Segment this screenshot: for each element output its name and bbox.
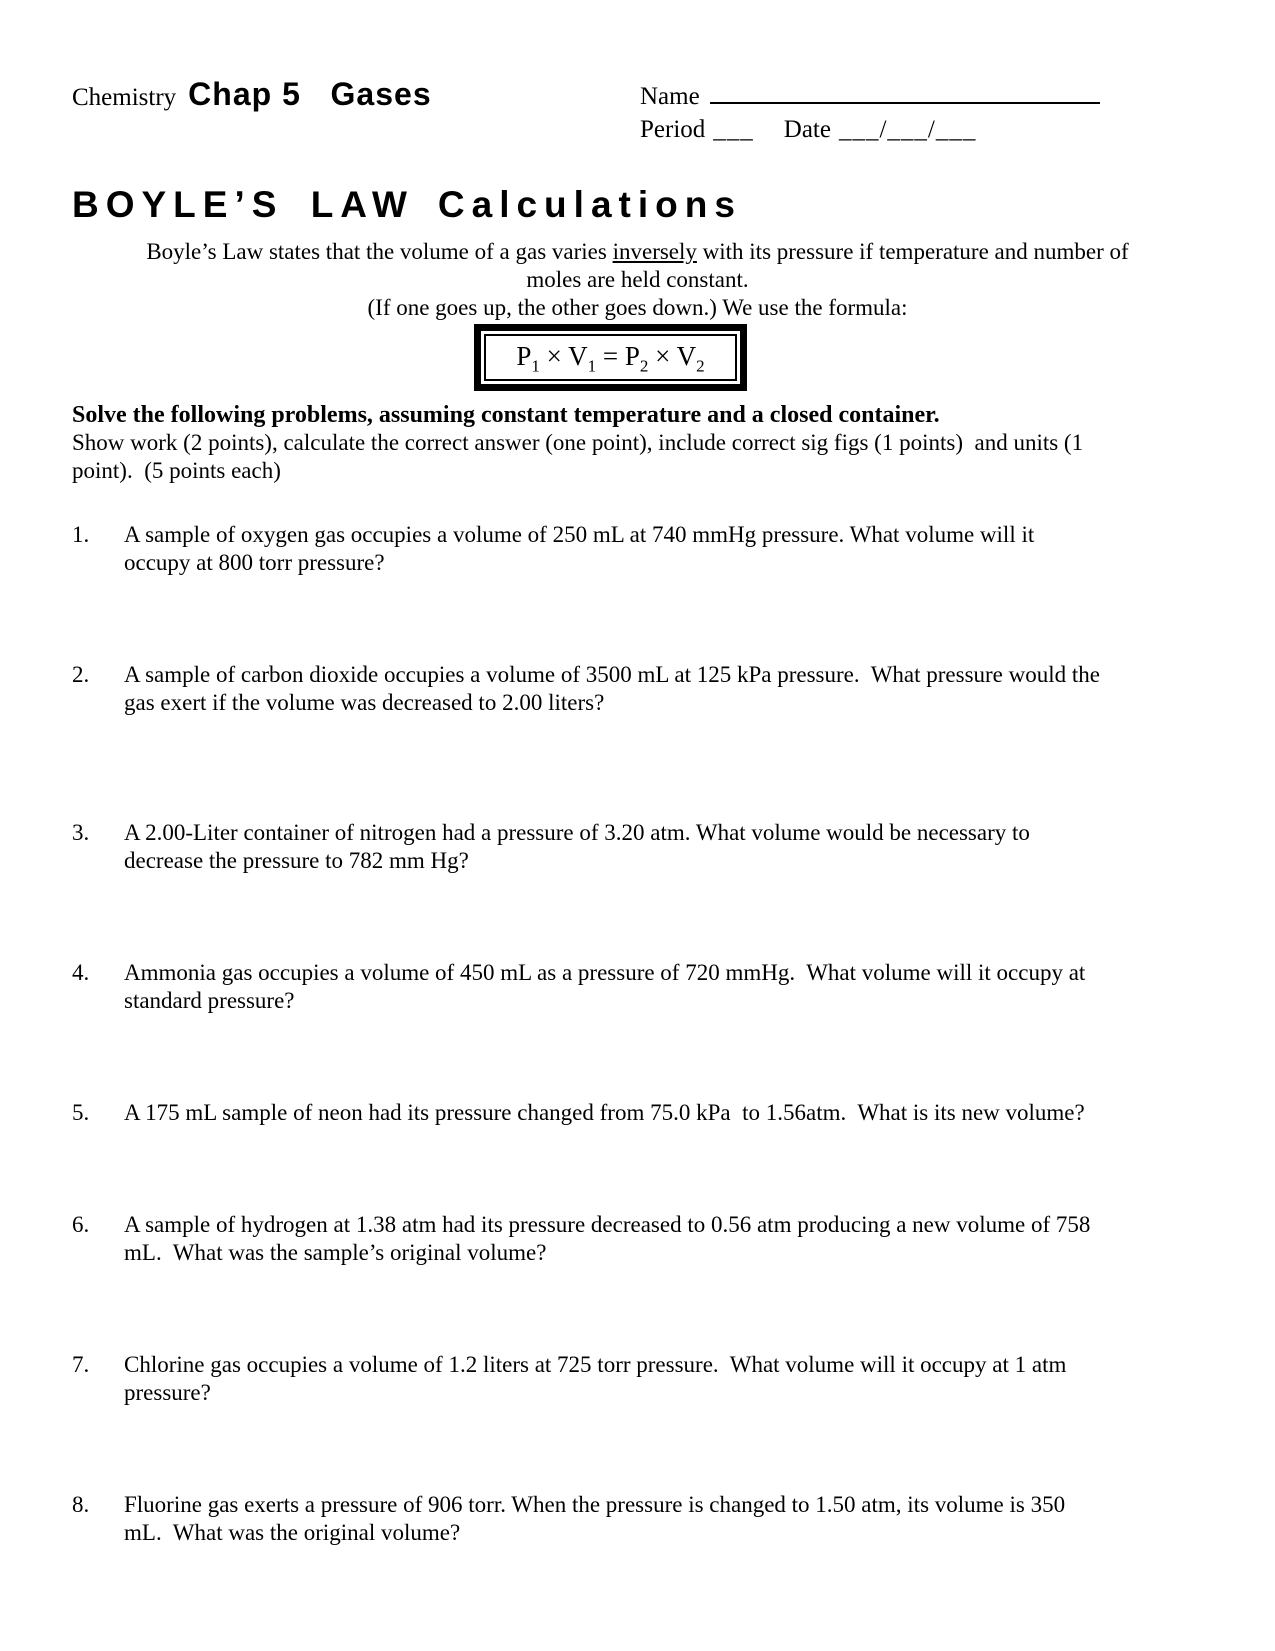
problem-6 [72,1211,1203,1267]
worksheet-title-law: BOYLE’S LAW [72,184,414,225]
problem-number: 7. [72,1352,90,1377]
problem-number: 3. [72,820,90,845]
intro-line-2: moles are held constant. [526,267,749,292]
problem-number: 5. [72,1100,90,1125]
worksheet-title [72,184,1203,226]
problem-number: 4. [72,960,90,985]
problem-line: occupy at 800 torr pressure? [124,550,385,575]
problem-line: gas exert if the volume was decreased to 2.00 liters? [124,690,605,715]
formula-v1-subscript: 1 [587,356,597,376]
course-label: Chemistry [72,84,177,111]
problem-4 [72,959,1203,1015]
name-row [640,78,1120,116]
intro-text-post: with its pressure if temperature and number of [696,239,1129,264]
period-date-row [640,116,1120,154]
name-label: Name [640,83,700,110]
problem-line: A sample of hydrogen at 1.38 atm had its pressure decreased to 0.56 atm producing a new volume of 758 [124,1212,1091,1237]
header [72,76,1203,156]
problem-8 [72,1491,1203,1547]
period-blank: ___ [713,116,754,143]
problem-text [124,1351,1203,1407]
intro-line-1 [72,238,1203,266]
problem-text [124,521,1203,577]
problem-line: standard pressure? [124,988,295,1013]
problem-number: 8. [72,1492,90,1517]
date-blank: ___/___/___ [838,116,977,143]
problem-text [124,661,1203,717]
instructions-bold-line: Solve the following problems, assuming constant temperature and a closed container. [72,402,940,428]
problems-list [72,521,1203,1547]
problem-line: Fluorine gas exerts a pressure of 906 torr. When the pressure is changed to 1.50 atm, its volume is 350 [124,1492,1066,1517]
problem-text [124,1099,1203,1127]
formula-p2-subscript: 2 [639,356,649,376]
problem-2 [72,661,1203,717]
problem-text [124,1211,1203,1267]
formula-v1: V [568,341,588,371]
student-info-block [640,78,1120,154]
problem-line: pressure? [124,1380,211,1405]
problem-line: mL. What was the sample’s original volume? [124,1240,547,1265]
instructions-detail-line-2: point). (5 points each) [72,458,281,483]
problem-1 [72,521,1203,577]
formula-v2: V [676,341,697,371]
instructions [72,401,1203,485]
intro-text-pre: Boyle’s Law states that the volume of a gas varies [146,239,613,264]
formula-v2-subscript: 2 [696,356,705,376]
problem-line: A sample of carbon dioxide occupies a volume of 3500 mL at 125 kPa pressure. What pressure would the [124,662,1100,687]
problem-line: A 2.00-Liter container of nitrogen had a pressure of 3.20 atm. What volume would be necessary to [124,820,1030,845]
worksheet-title-calculations: Calculations [437,184,742,225]
period-label: Period [640,116,706,143]
problem-line: mL. What was the original volume? [124,1520,461,1545]
formula-equals: = [596,341,625,371]
problem-7 [72,1351,1203,1407]
problem-text [124,819,1203,875]
problem-line: A sample of oxygen gas occupies a volume of 250 mL at 740 mmHg pressure. What volume will it [124,522,1035,547]
instructions-detail-line-1: Show work (2 points), calculate the correct answer (one point), include correct sig figs (1 points) and units (1 [72,430,1084,455]
formula-box [474,324,746,391]
formula-multiply-2: × [648,341,677,371]
formula-section [72,324,1203,391]
underlined-term-inversely: inversely [612,239,697,264]
problem-5 [72,1099,1203,1127]
problem-line: Chlorine gas occupies a volume of 1.2 liters at 725 torr pressure. What volume will it occupy at 1 atm [124,1352,1067,1377]
intro-line-3: (If one goes up, the other goes down.) We use the formula: [367,295,908,320]
name-blank-line [710,78,1100,104]
problem-text [124,1491,1203,1547]
problem-number: 6. [72,1212,90,1237]
chapter-title: Chap 5 Gases [188,76,432,112]
formula-multiply-1: × [539,341,569,371]
problem-number: 1. [72,522,90,547]
problem-line: decrease the pressure to 782 mm Hg? [124,848,469,873]
date-label: Date [783,116,831,143]
problem-line: Ammonia gas occupies a volume of 450 mL as a pressure of 720 mmHg. What volume will it occupy at [124,960,1086,985]
formula-p2: P [624,341,640,371]
problem-number: 2. [72,662,90,687]
boyles-law-formula [484,334,736,381]
intro-paragraph [72,238,1203,322]
formula-p1-subscript: 1 [531,356,540,376]
problem-line: A 175 mL sample of neon had its pressure changed from 75.0 kPa to 1.56atm. What is its new volume? [124,1100,1085,1125]
formula-p1: P [516,341,532,371]
problem-3 [72,819,1203,875]
problem-text [124,959,1203,1015]
